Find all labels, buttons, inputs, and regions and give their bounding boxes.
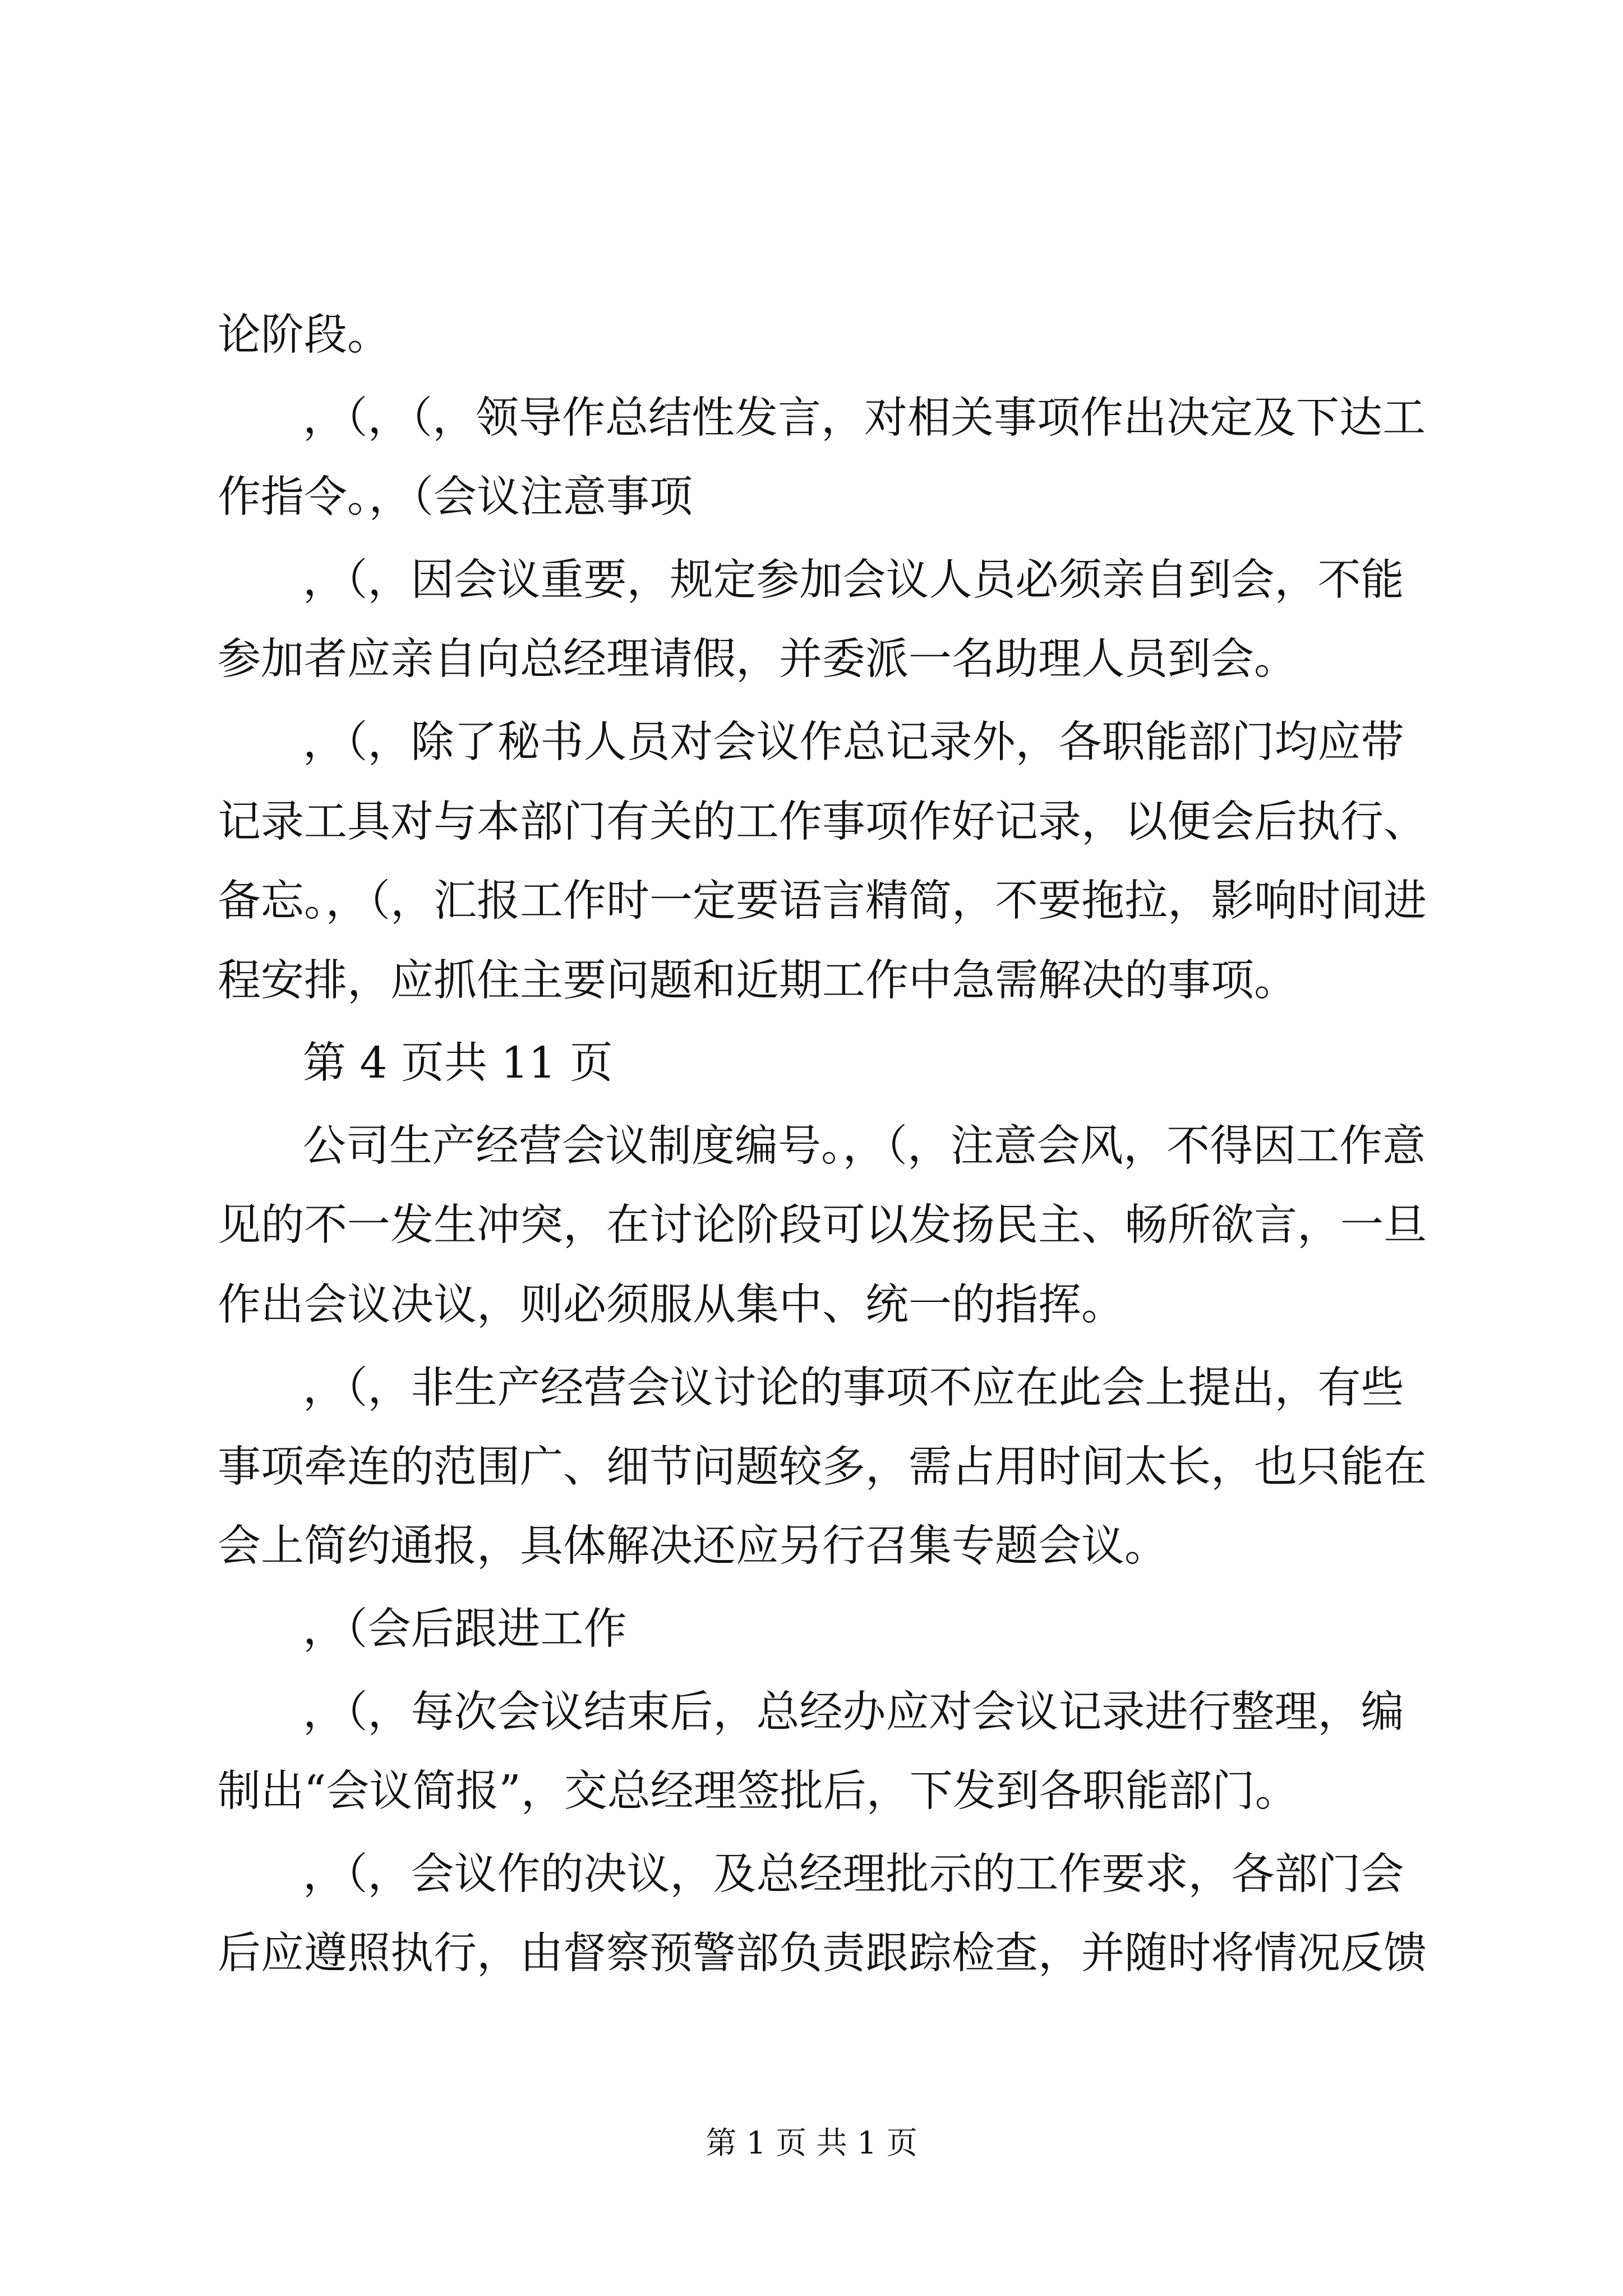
text-line-9: 程安排，应抓住主要问题和近期工作中急需解决的事项。	[218, 956, 1297, 1006]
text-line-12: 见的不一发生冲突，在讨论阶段可以发扬民主、畅所欲言，一旦	[218, 1200, 1427, 1250]
text-line-20: ，（，会议作的决议，及总经理批示的工作要求，各部门会	[303, 1849, 1404, 1899]
text-line-17: ，（会后跟进工作	[303, 1604, 627, 1654]
text-line-15: 事项牵连的范围广、细节问题较多，需占用时间太长，也只能在	[218, 1442, 1427, 1492]
text-line-14: ，（，非生产经营会议讨论的事项不应在此会上提出，有些	[303, 1363, 1404, 1413]
text-line-8: 备忘。，（，汇报工作时一定要语言精简，不要拖拉，影响时间进	[218, 876, 1427, 926]
text-line-3: 作指令。，（会议注意事项	[218, 472, 693, 522]
text-line-13: 作出会议决议，则必须服从集中、统一的指挥。	[218, 1280, 1124, 1330]
text-line-1: 论阶段。	[218, 310, 390, 360]
page-footer: 第 1 页 共 1 页	[706, 2125, 917, 2161]
text-line-21: 后应遵照执行，由督察预警部负责跟踪检查，并随时将情况反馈	[218, 1929, 1427, 1978]
text-line-11: 公司生产经营会议制度编号。，（，注意会风，不得因工作意	[303, 1121, 1426, 1171]
text-line-6: ，（，除了秘书人员对会议作总记录外，各职能部门均应带	[303, 717, 1404, 767]
text-line-4: ，（，因会议重要，规定参加会议人员必须亲自到会，不能	[303, 555, 1404, 605]
page-number-inline: 第 4 页共 11 页	[303, 1038, 613, 1088]
text-line-5: 参加者应亲自向总经理请假，并委派一名助理人员到会。	[218, 634, 1297, 684]
text-line-16: 会上简约通报，具体解决还应另行召集专题会议。	[218, 1521, 1168, 1571]
text-line-18: ，（，每次会议结束后，总经办应对会议记录进行整理，编	[303, 1687, 1404, 1737]
text-line-7: 记录工具对与本部门有关的工作事项作好记录，以便会后执行、	[218, 797, 1427, 847]
text-line-2: ，（，（，领导作总结性发言，对相关事项作出决定及下达工	[303, 393, 1426, 443]
text-line-19: 制出“会议简报”，交总经理签批后，下发到各职能部门。	[218, 1766, 1298, 1816]
